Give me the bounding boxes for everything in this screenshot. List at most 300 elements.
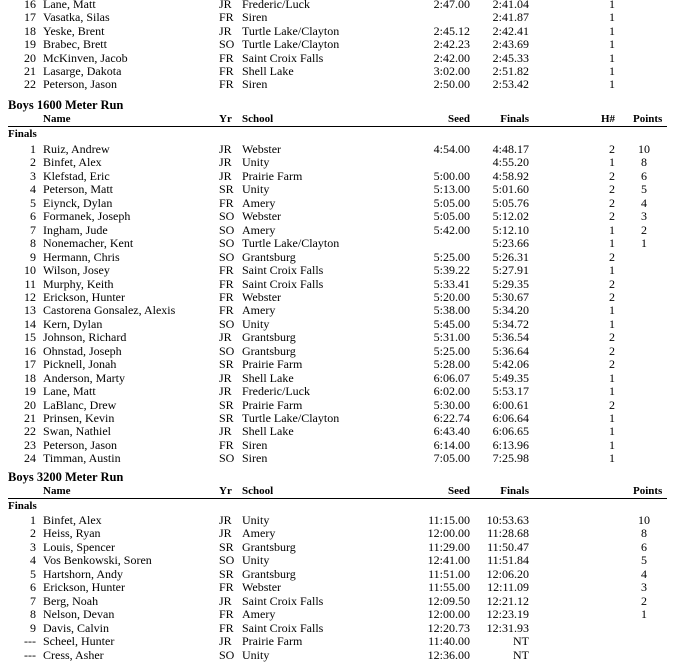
cell-school: Frederic/Luck (242, 384, 310, 399)
cell-name: Anderson, Marty (43, 370, 125, 385)
cell-points: 1 (641, 607, 647, 622)
cell-school: Amery (242, 222, 276, 237)
cell-finals: 4:55.20 (492, 155, 529, 170)
cell-name: Ruiz, Andrew (43, 142, 110, 156)
cell-points: 8 (641, 526, 647, 541)
cell-name: Louis, Spencer (43, 539, 115, 554)
cell-seed: 11:29.00 (428, 539, 470, 554)
cell-name: Hermann, Chris (43, 249, 120, 264)
cell-finals: 5:12.10 (492, 222, 529, 237)
cell-seed: 12:41.00 (427, 553, 470, 568)
cell-place: --- (24, 647, 36, 662)
cell-finals: 12:06.20 (486, 566, 529, 581)
cell-heat: 1 (609, 155, 615, 170)
cell-finals: 5:27.91 (492, 263, 529, 278)
cell-finals: 4:58.92 (492, 168, 529, 183)
cell-seed: 5:45.00 (433, 316, 470, 331)
cell-yr: FR (219, 276, 234, 291)
cell-seed: 5:38.00 (433, 303, 470, 318)
cell-school: Unity (242, 155, 270, 170)
cell-finals: 5:05.76 (492, 195, 529, 210)
result-row (0, 608, 675, 622)
cell-finals: 6:13.96 (492, 437, 529, 452)
cell-place: 16 (24, 343, 36, 358)
cell-name: Lane, Matt (43, 0, 96, 11)
cell-school: Saint Croix Falls (242, 620, 324, 635)
cell-seed: 5:28.00 (433, 357, 470, 372)
header-yr: Yr (219, 113, 232, 125)
cell-place: 1 (30, 513, 36, 527)
cell-seed: 3:02.00 (433, 64, 470, 78)
cell-finals: 12:31.93 (486, 620, 529, 635)
cell-yr: FR (219, 195, 234, 210)
cell-place: 6 (30, 580, 36, 595)
cell-yr: SO (219, 451, 235, 466)
cell-name: Prinsen, Kevin (43, 411, 115, 425)
cell-school: Frederic/Luck (242, 0, 310, 11)
cell-school: Grantsburg (242, 249, 296, 264)
cell-yr: FR (219, 303, 234, 318)
cell-school: Turtle Lake/Clayton (242, 23, 340, 38)
cell-place: 17 (24, 10, 36, 25)
header-yr: Yr (219, 485, 232, 497)
cell-seed: 2:42.23 (433, 37, 470, 52)
cell-school: Amery (242, 607, 276, 622)
cell-finals: 5:49.35 (492, 370, 529, 385)
header-seed: Seed (448, 113, 470, 125)
cell-place: 15 (24, 330, 36, 345)
cell-school: Siren (242, 77, 268, 92)
cell-heat: 1 (609, 437, 615, 452)
cell-name: Castorena Gonsalez, Alexis (43, 303, 176, 318)
cell-heat: 2 (609, 289, 615, 304)
cell-name: Wilson, Josey (43, 263, 110, 278)
cell-school: Siren (242, 451, 268, 466)
cell-name: Binfet, Alex (43, 155, 102, 170)
cell-yr: JR (219, 330, 232, 345)
cell-heat: 1 (609, 384, 615, 399)
cell-name: Ohnstad, Joseph (43, 343, 122, 358)
result-row (0, 385, 675, 399)
event-title-3200: Boys 3200 Meter Run (8, 470, 124, 484)
cell-heat: 2 (609, 330, 615, 345)
cell-heat: 1 (609, 303, 615, 318)
cell-heat: 2 (609, 209, 615, 224)
cell-finals: 5:26.31 (492, 249, 529, 264)
cell-seed: 5:30.00 (433, 397, 470, 412)
cell-school: Amery (242, 526, 276, 541)
cell-name: Johnson, Richard (43, 330, 127, 345)
cell-seed: 6:22.74 (433, 411, 470, 425)
cell-school: Prairie Farm (242, 634, 303, 649)
cell-school: Turtle Lake/Clayton (242, 236, 340, 251)
cell-finals: 5:29.35 (492, 276, 529, 291)
cell-seed: 12:00.00 (427, 607, 470, 622)
cell-school: Shell Lake (242, 424, 294, 439)
cell-finals: 5:30.67 (492, 289, 529, 304)
cell-finals: 11:51.84 (487, 553, 529, 568)
cell-yr: JR (219, 513, 232, 527)
cell-place: 22 (24, 424, 36, 439)
cell-heat: 1 (609, 222, 615, 237)
cell-place: 21 (24, 64, 36, 78)
cell-heat: 2 (609, 397, 615, 412)
cell-finals: 2:41.04 (492, 0, 529, 11)
result-row (0, 156, 675, 170)
cell-seed: 5:42.00 (433, 222, 470, 237)
cell-yr: FR (219, 580, 234, 595)
cell-yr: SR (219, 357, 234, 372)
cell-finals: 5:34.72 (492, 316, 529, 331)
cell-points: 1 (641, 236, 647, 251)
cell-name: Scheel, Hunter (43, 634, 115, 649)
cell-place: 3 (30, 168, 36, 183)
cell-school: Siren (242, 10, 268, 25)
cell-points: 5 (641, 553, 647, 568)
cell-finals: 11:50.47 (487, 539, 529, 554)
cell-yr: JR (219, 634, 232, 649)
cell-name: Peterson, Jason (43, 437, 117, 452)
cell-school: Turtle Lake/Clayton (242, 37, 340, 52)
cell-school: Saint Croix Falls (242, 276, 324, 291)
cell-school: Saint Croix Falls (242, 593, 324, 608)
cell-yr: SO (219, 647, 235, 662)
cell-name: Erickson, Hunter (43, 580, 125, 595)
cell-place: 7 (30, 222, 36, 237)
cell-place: 20 (24, 397, 36, 412)
cell-school: Unity (242, 182, 270, 197)
cell-finals: 7:25.98 (492, 451, 529, 466)
cell-school: Shell Lake (242, 370, 294, 385)
cell-heat: 2 (609, 168, 615, 183)
cell-school: Prairie Farm (242, 168, 303, 183)
cell-yr: SO (219, 249, 235, 264)
cell-yr: SR (219, 397, 234, 412)
cell-points: 3 (641, 580, 647, 595)
header-name: Name (43, 485, 71, 497)
cell-school: Prairie Farm (242, 357, 303, 372)
cell-seed: 11:51.00 (428, 566, 470, 581)
cell-heat: 2 (609, 249, 615, 264)
cell-seed: 5:33.41 (433, 276, 470, 291)
header-school: School (242, 113, 274, 125)
cell-school: Webster (242, 209, 282, 224)
cell-heat: 1 (609, 64, 615, 78)
cell-place: 11 (24, 276, 36, 291)
cell-yr: SO (219, 343, 235, 358)
cell-yr: SO (219, 209, 235, 224)
cell-school: Webster (242, 142, 282, 156)
cell-seed: 5:05.00 (433, 209, 470, 224)
cell-heat: 1 (609, 37, 615, 52)
cell-finals: 6:06.64 (492, 411, 529, 425)
cell-name: Eiynck, Dylan (43, 195, 113, 210)
cell-points: 6 (641, 539, 647, 554)
cell-name: Vos Benkowski, Soren (43, 553, 152, 568)
cell-school: Shell Lake (242, 64, 294, 78)
cell-heat: 1 (609, 411, 615, 425)
cell-heat: 1 (609, 451, 615, 466)
cell-name: Swan, Nathiel (43, 424, 111, 439)
result-row (0, 452, 675, 466)
cell-points: 6 (641, 168, 647, 183)
cell-finals: 11:28.68 (487, 526, 529, 541)
cell-school: Saint Croix Falls (242, 50, 324, 65)
cell-seed: 12:36.00 (427, 647, 470, 662)
cell-heat: 1 (609, 0, 615, 11)
cell-finals: 5:23.66 (492, 236, 529, 251)
header-name: Name (43, 113, 71, 125)
cell-points: 4 (641, 566, 647, 581)
result-row (0, 264, 675, 278)
result-row (0, 554, 675, 568)
result-row (0, 527, 675, 541)
cell-seed: 11:40.00 (428, 634, 470, 649)
cell-heat: 2 (609, 142, 615, 156)
cell-place: 4 (30, 182, 36, 197)
finals-subheader-1600: Finals (8, 128, 37, 140)
result-row (0, 635, 675, 649)
cell-heat: 1 (609, 50, 615, 65)
result-row (0, 278, 675, 292)
cell-place: 3 (30, 539, 36, 554)
cell-place: 9 (30, 620, 36, 635)
header-school: School (242, 485, 274, 497)
cell-yr: SO (219, 37, 235, 52)
cell-finals: 2:51.82 (492, 64, 529, 78)
cell-seed: 2:42.00 (433, 50, 470, 65)
cell-finals: 6:06.65 (492, 424, 529, 439)
cell-school: Webster (242, 289, 282, 304)
cell-place: 2 (30, 526, 36, 541)
cell-place: 22 (24, 77, 36, 92)
result-row (0, 304, 675, 318)
cell-finals: 5:36.54 (492, 330, 529, 345)
cell-place: 7 (30, 593, 36, 608)
header-heat: H# (600, 113, 615, 125)
cell-finals: 5:36.64 (492, 343, 529, 358)
cell-place: 20 (24, 50, 36, 65)
result-row (0, 649, 675, 663)
cell-name: Erickson, Hunter (43, 289, 125, 304)
cell-school: Grantsburg (242, 330, 296, 345)
header-rule-1600 (8, 126, 667, 127)
cell-name: Kern, Dylan (43, 316, 103, 331)
cell-points: 10 (638, 513, 650, 527)
cell-finals: 6:00.61 (492, 397, 529, 412)
cell-name: Binfet, Alex (43, 513, 102, 527)
cell-yr: FR (219, 77, 234, 92)
cell-finals: 5:42.06 (492, 357, 529, 372)
cell-heat: 2 (609, 357, 615, 372)
cell-seed: 6:14.00 (433, 437, 470, 452)
cell-finals: NT (513, 647, 529, 662)
header-finals: Finals (500, 485, 529, 497)
cell-seed: 11:55.00 (428, 580, 470, 595)
cell-place: 4 (30, 553, 36, 568)
cell-yr: FR (219, 10, 234, 25)
cell-name: Murphy, Keith (43, 276, 114, 291)
cell-yr: SO (219, 236, 235, 251)
cell-heat: 1 (609, 316, 615, 331)
result-row (0, 514, 675, 528)
cell-name: Klefstad, Eric (43, 168, 110, 183)
cell-school: Saint Croix Falls (242, 263, 324, 278)
cell-yr: JR (219, 526, 232, 541)
cell-yr: SR (219, 566, 234, 581)
cell-yr: FR (219, 64, 234, 78)
cell-place: 16 (24, 0, 36, 11)
cell-school: Unity (242, 513, 270, 527)
finals-subheader-3200: Finals (8, 500, 37, 512)
cell-place: 19 (24, 37, 36, 52)
cell-seed: 5:20.00 (433, 289, 470, 304)
cell-yr: SR (219, 411, 234, 425)
cell-place: 18 (24, 23, 36, 38)
cell-name: Nonemacher, Kent (43, 236, 134, 251)
cell-name: Hartshorn, Andy (43, 566, 123, 581)
cell-school: Unity (242, 316, 270, 331)
cell-school: Amery (242, 195, 276, 210)
cell-finals: 2:43.69 (492, 37, 529, 52)
cell-name: Davis, Calvin (43, 620, 109, 635)
cell-yr: JR (219, 384, 232, 399)
cell-school: Grantsburg (242, 343, 296, 358)
cell-heat: 1 (609, 10, 615, 25)
cell-yr: SR (219, 182, 234, 197)
cell-yr: FR (219, 620, 234, 635)
cell-name: McKinven, Jacob (43, 50, 128, 65)
result-row (0, 358, 675, 372)
cell-heat: 1 (609, 370, 615, 385)
result-row (0, 11, 675, 25)
cell-school: Turtle Lake/Clayton (242, 411, 340, 425)
header-finals: Finals (500, 113, 529, 125)
cell-school: Grantsburg (242, 539, 296, 554)
cell-name: Yeske, Brent (43, 23, 105, 38)
cell-points: 3 (641, 209, 647, 224)
cell-seed: 12:00.00 (427, 526, 470, 541)
cell-finals: 5:34.20 (492, 303, 529, 318)
cell-name: Nelson, Devan (43, 607, 115, 622)
result-row (0, 78, 675, 92)
cell-seed: 2:47.00 (433, 0, 470, 11)
cell-seed: 11:15.00 (428, 513, 470, 527)
header-seed: Seed (448, 485, 470, 497)
cell-yr: SR (219, 539, 234, 554)
cell-seed: 12:09.50 (427, 593, 470, 608)
cell-yr: JR (219, 23, 232, 38)
cell-yr: SO (219, 316, 235, 331)
cell-place: 14 (24, 316, 36, 331)
cell-yr: FR (219, 289, 234, 304)
cell-heat: 1 (609, 424, 615, 439)
cell-school: Unity (242, 647, 270, 662)
result-row (0, 425, 675, 439)
cell-finals: 5:12.02 (492, 209, 529, 224)
cell-yr: JR (219, 155, 232, 170)
cell-finals: 12:11.09 (487, 580, 529, 595)
cell-heat: 1 (609, 23, 615, 38)
event-title-1600: Boys 1600 Meter Run (8, 98, 124, 112)
cell-yr: SO (219, 553, 235, 568)
cell-place: 24 (24, 451, 36, 466)
cell-seed: 12:20.73 (427, 620, 470, 635)
cell-place: 18 (24, 370, 36, 385)
cell-finals: 2:53.42 (492, 77, 529, 92)
cell-place: 5 (30, 566, 36, 581)
cell-seed: 2:45.12 (433, 23, 470, 38)
cell-school: Amery (242, 303, 276, 318)
cell-seed: 7:05.00 (433, 451, 470, 466)
cell-place: 8 (30, 236, 36, 251)
cell-name: Lasarge, Dakota (43, 64, 122, 78)
cell-name: LaBlanc, Drew (43, 397, 117, 412)
cell-finals: 10:53.63 (486, 513, 529, 527)
cell-finals: 4:48.17 (492, 142, 529, 156)
cell-name: Brabec, Brett (43, 37, 107, 52)
cell-name: Picknell, Jonah (43, 357, 117, 372)
cell-name: Cress, Asher (43, 647, 104, 662)
cell-seed: 6:43.40 (433, 424, 470, 439)
cell-yr: FR (219, 50, 234, 65)
cell-yr: FR (219, 263, 234, 278)
cell-school: Siren (242, 437, 268, 452)
cell-place: 23 (24, 437, 36, 452)
result-row (0, 183, 675, 197)
cell-heat: 2 (609, 276, 615, 291)
cell-seed: 6:02.00 (433, 384, 470, 399)
cell-finals: 12:23.19 (486, 607, 529, 622)
cell-yr: JR (219, 142, 232, 156)
cell-seed: 5:00.00 (433, 168, 470, 183)
cell-yr: JR (219, 424, 232, 439)
cell-seed: 4:54.00 (433, 142, 470, 156)
cell-place: 5 (30, 195, 36, 210)
cell-heat: 1 (609, 77, 615, 92)
cell-yr: FR (219, 607, 234, 622)
cell-school: Webster (242, 580, 282, 595)
cell-finals: 12:21.12 (486, 593, 529, 608)
cell-heat: 2 (609, 182, 615, 197)
cell-heat: 1 (609, 263, 615, 278)
cell-place: 10 (24, 263, 36, 278)
cell-points: 2 (641, 593, 647, 608)
cell-name: Timman, Austin (43, 451, 121, 466)
cell-seed: 5:39.22 (433, 263, 470, 278)
cell-place: 8 (30, 607, 36, 622)
cell-heat: 2 (609, 195, 615, 210)
cell-name: Formanek, Joseph (43, 209, 131, 224)
cell-finals: 5:01.60 (492, 182, 529, 197)
cell-yr: JR (219, 0, 232, 11)
cell-seed: 2:50.00 (433, 77, 470, 92)
result-row (0, 581, 675, 595)
cell-place: 9 (30, 249, 36, 264)
cell-yr: JR (219, 168, 232, 183)
cell-place: 1 (30, 142, 36, 156)
cell-name: Peterson, Matt (43, 182, 113, 197)
cell-seed: 5:05.00 (433, 195, 470, 210)
cell-school: Unity (242, 553, 270, 568)
cell-name: Heiss, Ryan (43, 526, 101, 541)
cell-finals: 5:53.17 (492, 384, 529, 399)
cell-place: 6 (30, 209, 36, 224)
cell-finals: NT (513, 634, 529, 649)
cell-finals: 2:42.41 (492, 23, 529, 38)
cell-seed: 5:31.00 (433, 330, 470, 345)
cell-points: 10 (638, 142, 650, 156)
